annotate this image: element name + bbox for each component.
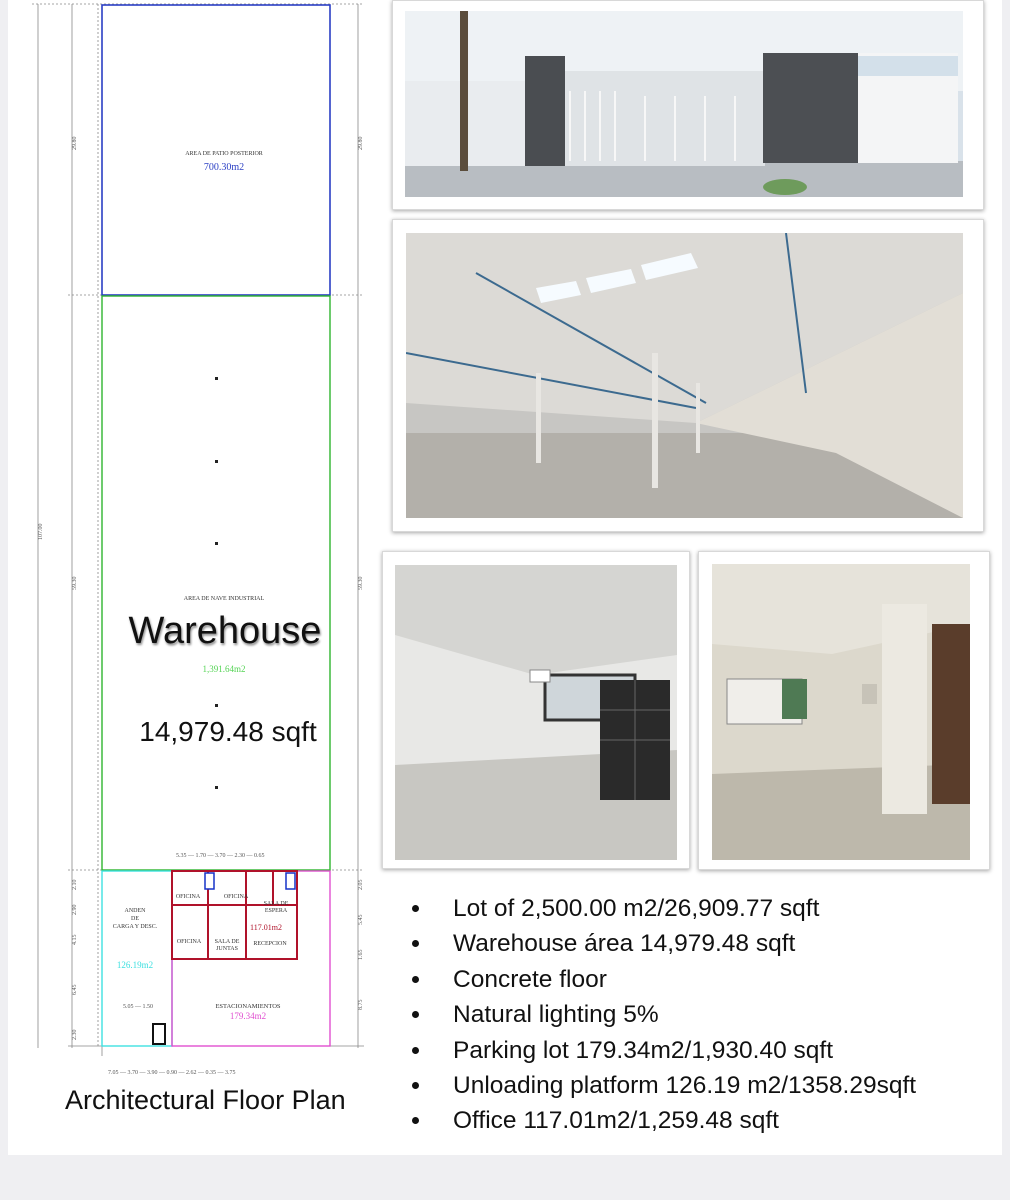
meeting-room-label-1: SALA DE xyxy=(214,939,240,945)
feature-floor: Concrete floor xyxy=(406,963,916,998)
dim-mid-row: 5.05 — 1.50 xyxy=(123,1004,153,1010)
office-label-3: OFICINA xyxy=(176,939,202,945)
parking-label: ESTACIONAMIENTOS xyxy=(215,1003,281,1010)
office-label-1: OFICINA xyxy=(175,894,201,900)
warehouse-area-m2: 1,391.64m2 xyxy=(202,664,246,674)
dim-right-3: 1.65 xyxy=(358,949,364,960)
warehouse-outline xyxy=(102,296,330,870)
architectural-floor-plan xyxy=(8,0,388,1080)
warehouse-title: Warehouse xyxy=(128,610,322,652)
restroom-icon-2 xyxy=(286,873,295,889)
dim-total-length: 107.00 xyxy=(38,523,44,540)
reception-label: RECEPCION xyxy=(253,941,287,947)
rear-patio-label: AREA DE PATIO POSTERIOR xyxy=(185,151,263,157)
loading-platform-outline xyxy=(102,871,172,1046)
guard-booth-icon xyxy=(153,1024,165,1044)
photo-warehouse-interior xyxy=(392,219,984,532)
photo-street-facade xyxy=(392,0,984,210)
meeting-room-label-2: JUNTAS xyxy=(216,946,238,952)
platform-label-1: ANDEN xyxy=(124,908,146,914)
photo-office-hall xyxy=(698,551,990,870)
parking-area: 179.34m2 xyxy=(229,1011,267,1021)
features-list xyxy=(406,892,916,1140)
dim-left-4: 6.45 xyxy=(72,984,78,995)
feature-warehouse-area: Warehouse área 14,979.48 sqft xyxy=(406,927,916,962)
rear-patio-area: 700.30m2 xyxy=(203,162,245,173)
rear-patio-outline xyxy=(102,5,330,295)
dim-right-4: 8.75 xyxy=(358,999,364,1010)
feature-platform: Unloading platform 126.19 m2/1358.29sqft xyxy=(406,1069,916,1104)
dim-right-2: 5.45 xyxy=(358,914,364,925)
feature-parking: Parking lot 179.34m2/1,930.40 sqft xyxy=(406,1034,916,1069)
dim-left-2: 2.90 xyxy=(72,904,78,915)
dim-nave-depth: 59.30 xyxy=(72,576,78,590)
dim-rear-depth: 29.80 xyxy=(72,136,78,150)
dim-left-5: 2.30 xyxy=(72,1029,78,1040)
platform-label-3: CARGA Y DESC. xyxy=(112,924,158,930)
waiting-room-label-1: SALA DE xyxy=(263,901,289,907)
photo-office-room xyxy=(382,551,690,869)
warehouse-area-label: AREA DE NAVE INDUSTRIAL xyxy=(183,596,265,602)
feature-lighting: Natural lighting 5% xyxy=(406,998,916,1033)
dim-nave-depth-right: 59.30 xyxy=(358,576,364,590)
feature-lot: Lot of 2,500.00 m2/26,909.77 sqft xyxy=(406,892,916,927)
warehouse-sqft: 14,979.48 sqft xyxy=(139,716,317,747)
floor-plan-caption: Architectural Floor Plan xyxy=(65,1085,346,1115)
office-area: 117.01m2 xyxy=(250,923,282,932)
feature-office: Office 117.01m2/1,259.48 sqft xyxy=(406,1104,916,1139)
dim-left-1: 2.10 xyxy=(72,879,78,890)
dim-rear-depth-right: 29.80 xyxy=(358,136,364,150)
waiting-room-label-2: ESPERA xyxy=(264,908,288,914)
dim-left-3: 4.15 xyxy=(72,934,78,945)
listing-sheet xyxy=(8,0,1002,1155)
office-label-2: OFICINA xyxy=(223,894,249,900)
platform-label-2: DE xyxy=(131,916,139,922)
platform-area: 126.19m2 xyxy=(116,960,154,970)
dim-bottom-row: 7.05 — 3.70 — 3.90 — 0.90 — 2.62 — 0.35 — 3.75 xyxy=(108,1070,236,1076)
dim-top-row: 5.35 — 1.70 — 3.70 — 2.30 — 0.65 xyxy=(176,853,265,859)
dim-right-1: 2.05 xyxy=(358,879,364,890)
restroom-icon xyxy=(205,873,214,889)
